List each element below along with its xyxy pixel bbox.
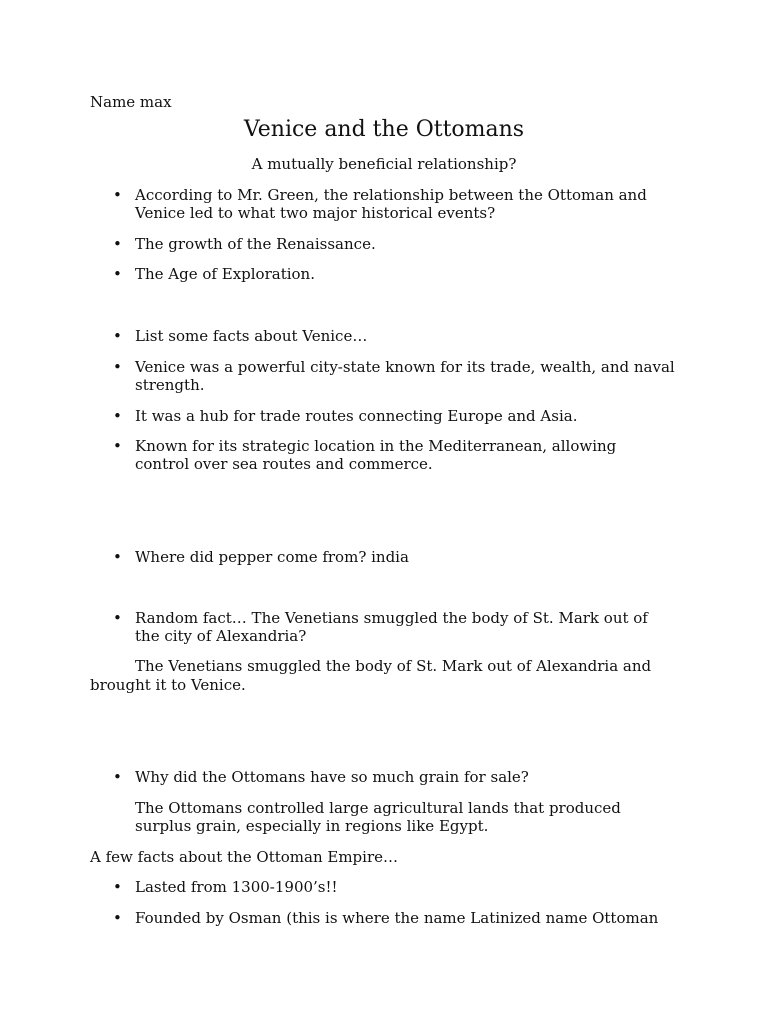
q4-answer-line1: The Venetians smuggled the body of St. Mark out of Alexandria and: [135, 657, 652, 675]
bullet-icon: •: [113, 358, 122, 376]
q2-fact2: It was a hub for trade routes connecting Europe and Asia.: [135, 407, 578, 425]
bullet-icon: •: [113, 437, 122, 455]
ottoman-heading: A few facts about the Ottoman Empire…: [90, 848, 398, 866]
bullet-icon: •: [113, 878, 122, 896]
q5-question: Why did the Ottomans have so much grain for sale?: [135, 768, 529, 786]
document-title: Venice and the Ottomans: [243, 117, 525, 142]
q4-answer-line2: brought it to Venice.: [90, 676, 246, 694]
q4-question-line1: Random fact… The Venetians smuggled the body of St. Mark out of: [135, 609, 648, 627]
bullet-icon: •: [113, 186, 122, 204]
q4-question-line2: the city of Alexandria?: [135, 627, 307, 645]
ottoman-fact1: Lasted from 1300-1900’s!!: [135, 878, 338, 896]
q1-answer2: The Age of Exploration.: [135, 265, 315, 283]
bullet-icon: •: [113, 235, 122, 253]
q2-fact3-line2: control over sea routes and commerce.: [135, 455, 433, 473]
q2-fact1-line1: Venice was a powerful city-state known for its trade, wealth, and naval: [135, 358, 675, 376]
q1-answer1: The growth of the Renaissance.: [135, 235, 376, 253]
q3-question: Where did pepper come from? india: [135, 548, 409, 566]
document-subtitle: A mutually beneficial relationship?: [251, 155, 517, 173]
ottoman-fact2: Founded by Osman (this is where the name Latinized name Ottoman: [135, 909, 659, 927]
q5-answer-line2: surplus grain, especially in regions like Egypt.: [135, 817, 489, 835]
q1-question-line2: Venice led to what two major historical events?: [135, 204, 496, 222]
q2-fact3-line1: Known for its strategic location in the Mediterranean, allowing: [135, 437, 617, 455]
q5-answer-line1: The Ottomans controlled large agricultural lands that produced: [135, 799, 621, 817]
q1-question-line1: According to Mr. Green, the relationship between the Ottoman and: [135, 186, 647, 204]
bullet-icon: •: [113, 768, 122, 786]
bullet-icon: •: [113, 265, 122, 283]
bullet-icon: •: [113, 548, 122, 566]
bullet-icon: •: [113, 327, 122, 345]
bullet-icon: •: [113, 609, 122, 627]
bullet-icon: •: [113, 909, 122, 927]
q2-question: List some facts about Venice…: [135, 327, 368, 345]
name-line: Name max: [90, 93, 172, 111]
q2-fact1-line2: strength.: [135, 376, 205, 394]
bullet-icon: •: [113, 407, 122, 425]
